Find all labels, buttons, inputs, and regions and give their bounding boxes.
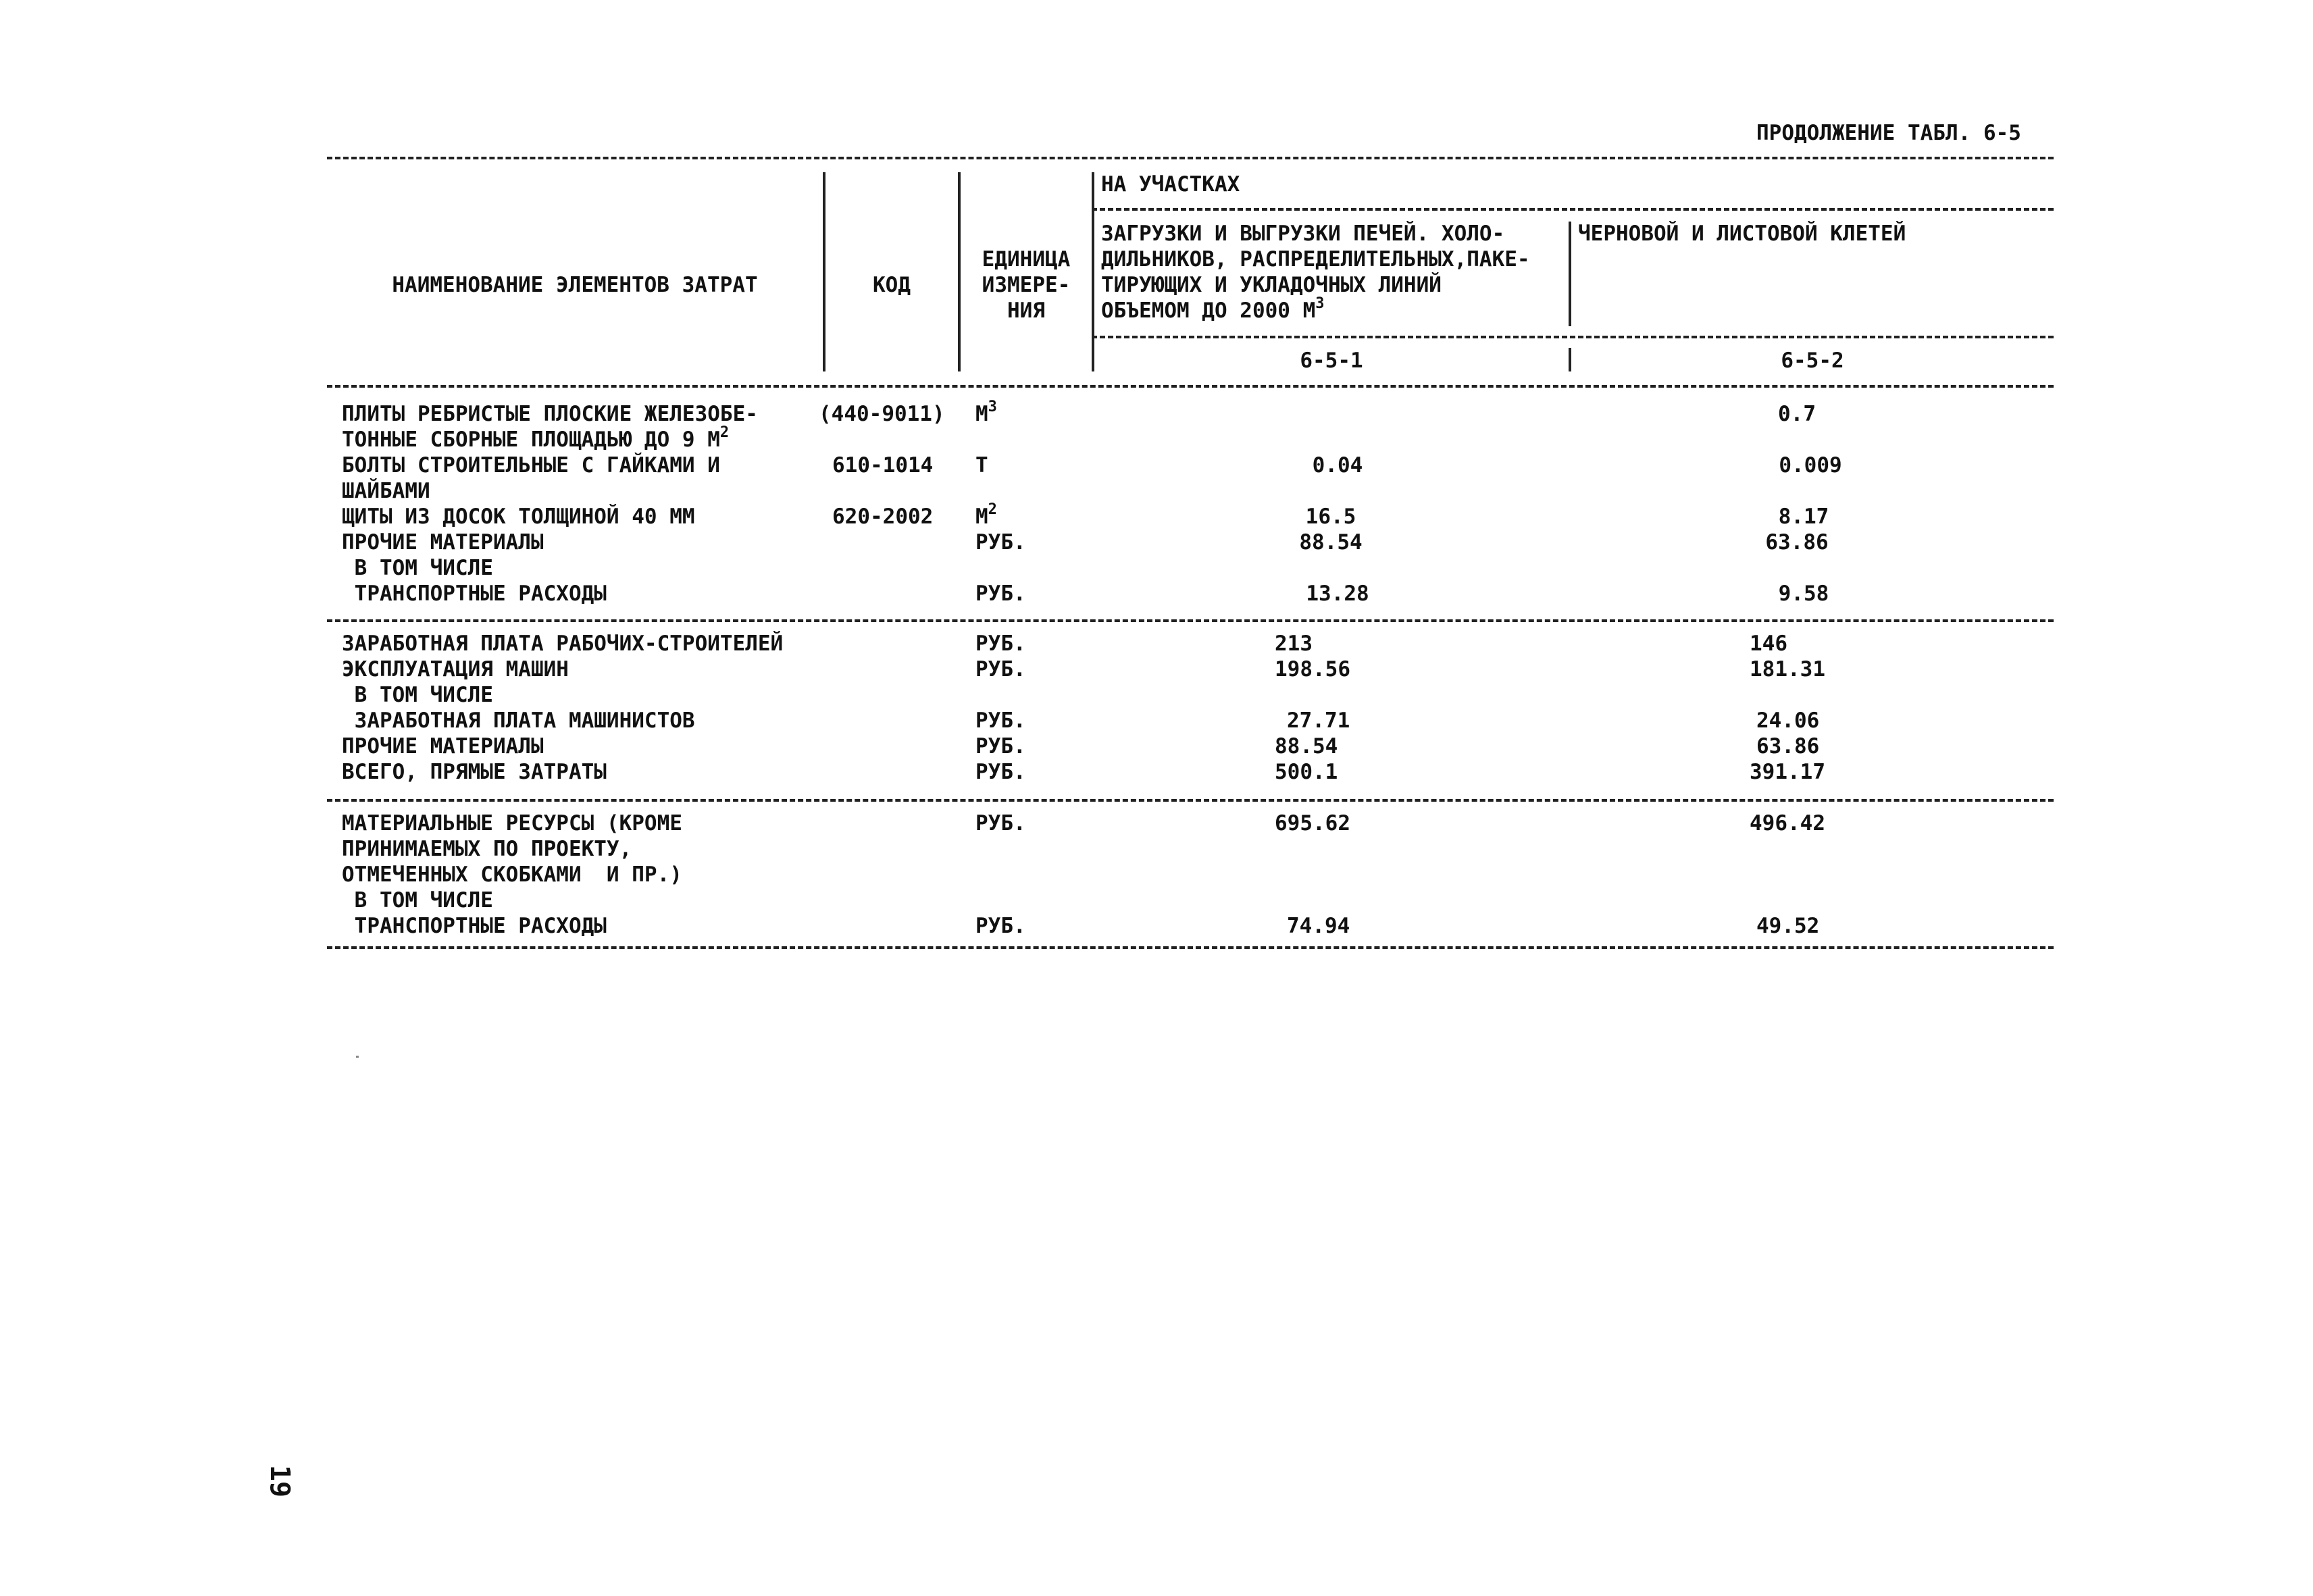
row-name: ПЛИТЫ РЕБРИСТЫЕ ПЛОСКИЕ ЖЕЛЕЗОБЕ- <box>342 402 758 426</box>
row-unit: РУБ. <box>975 760 1026 784</box>
row-name: ЩИТЫ ИЗ ДОСОК ТОЛЩИНОЙ 40 ММ <box>342 505 695 529</box>
row-value-1: 0.04 <box>1312 453 1363 478</box>
rule-codes <box>1092 336 2054 338</box>
row-name: ВСЕГО, ПРЯМЫЕ ЗАТРАТЫ <box>342 760 607 784</box>
row-value-2: 0.009 <box>1779 453 1842 478</box>
header-col2-code: 6-5-2 <box>1781 349 1844 373</box>
row-name: В ТОМ ЧИСЛЕ <box>342 888 493 912</box>
row-unit: РУБ. <box>975 734 1026 758</box>
row-value-1: 198.56 <box>1275 657 1350 681</box>
row-value-2: 391.17 <box>1750 760 1825 784</box>
header-name-col: НАИМЕНОВАНИЕ ЭЛЕМЕНТОВ ЗАТРАТ <box>392 273 758 297</box>
row-name: БОЛТЫ СТРОИТЕЛЬНЫЕ С ГАЙКАМИ И <box>342 453 720 478</box>
header-col1-line-4: ОБЪЕМОМ ДО 2000 $М^3$ <box>1101 295 1325 323</box>
rule-top <box>327 157 2054 159</box>
row-value-2: 146 <box>1750 632 1787 656</box>
row-code: 620-2002 <box>832 505 934 529</box>
rule-bottom <box>327 946 2054 949</box>
row-value-2: 181.31 <box>1750 657 1825 681</box>
row-code: (440-9011) <box>819 402 945 426</box>
header-col1-code: 6-5-1 <box>1300 349 1363 373</box>
row-value-1: 213 <box>1275 632 1313 656</box>
header-divider-4 <box>1569 222 1571 326</box>
row-value-2: 24.06 <box>1756 709 1820 733</box>
header-col1-line-3: ТИРУЮЩИХ И УКЛАДОЧНЫХ ЛИНИЙ <box>1101 273 1442 297</box>
row-value-2: 63.86 <box>1756 734 1820 758</box>
row-unit: РУБ. <box>975 914 1026 938</box>
header-col1-line-2: ДИЛЬНИКОВ, РАСПРЕДЕЛИТЕЛЬНЫХ,ПАКЕ- <box>1101 247 1530 272</box>
row-name: МАТЕРИАЛЬНЫЕ РЕСУРСЫ (КРОМЕ <box>342 811 682 835</box>
row-value-2: 0.7 <box>1778 402 1816 426</box>
row-unit: РУБ. <box>975 811 1026 835</box>
scan-speck <box>356 1056 359 1058</box>
row-unit: РУБ. <box>975 582 1026 606</box>
header-col2-desc: ЧЕРНОВОЙ И ЛИСТОВОЙ КЛЕТЕЙ <box>1578 222 1906 246</box>
row-value-1: 500.1 <box>1275 760 1338 784</box>
row-value-2: 9.58 <box>1778 582 1829 606</box>
row-name: ОТМЕЧЕННЫХ СКОБКАМИ И ПР.) <box>342 863 682 887</box>
row-value-1: 13.28 <box>1306 582 1369 606</box>
row-unit: РУБ. <box>975 709 1026 733</box>
rule-section2-end <box>327 799 2054 802</box>
row-value-1: 88.54 <box>1299 530 1363 555</box>
row-value-1: 16.5 <box>1305 505 1356 529</box>
row-unit: Т <box>975 453 988 478</box>
rule-header-bottom <box>327 385 2054 388</box>
row-value-1: 88.54 <box>1275 734 1338 758</box>
header-unit-line-1: ЕДИНИЦА <box>982 247 1071 272</box>
row-value-1: 74.94 <box>1287 914 1350 938</box>
row-name: ЗАРАБОТНАЯ ПЛАТА РАБОЧИХ-СТРОИТЕЛЕЙ <box>342 632 784 656</box>
row-unit: РУБ. <box>975 657 1026 681</box>
header-col1-line-1: ЗАГРУЗКИ И ВЫГРУЗКИ ПЕЧЕЙ. ХОЛО- <box>1101 222 1505 246</box>
row-name: ПРОЧИЕ МАТЕРИАЛЫ <box>342 734 544 758</box>
rule-section1-end <box>327 619 2054 622</box>
header-unit-line-2: ИЗМЕРЕ- <box>982 273 1071 297</box>
row-value-2: 496.42 <box>1750 811 1825 835</box>
row-name: ЗАРАБОТНАЯ ПЛАТА МАШИНИСТОВ <box>342 709 695 733</box>
row-name: ТОННЫЕ СБОРНЫЕ ПЛОЩАДЬЮ ДО 9 $М^2$ <box>342 424 730 452</box>
row-name: ШАЙБАМИ <box>342 479 430 503</box>
row-name: ТРАНСПОРТНЫЕ РАСХОДЫ <box>342 582 607 606</box>
row-value-1: 695.62 <box>1275 811 1350 835</box>
row-name: ТРАНСПОРТНЫЕ РАСХОДЫ <box>342 914 607 938</box>
header-divider-3 <box>1092 172 1094 371</box>
row-value-2: 49.52 <box>1756 914 1820 938</box>
row-name: В ТОМ ЧИСЛЕ <box>342 556 493 580</box>
header-unit-line-3: НИЯ <box>1007 299 1045 323</box>
row-name: ПРОЧИЕ МАТЕРИАЛЫ <box>342 530 544 555</box>
row-value-1: 27.71 <box>1287 709 1350 733</box>
row-unit: РУБ. <box>975 632 1026 656</box>
page-number: 19 <box>264 1464 296 1498</box>
row-value-2: 8.17 <box>1778 505 1829 529</box>
row-name: ЭКСПЛУАТАЦИЯ МАШИН <box>342 657 569 681</box>
row-unit: РУБ. <box>975 530 1026 555</box>
header-code-col: КОД <box>873 273 911 297</box>
header-group: НА УЧАСТКАХ <box>1101 172 1240 197</box>
row-unit: $М^2$ <box>975 501 997 529</box>
row-name: ПРИНИМАЕМЫХ ПО ПРОЕКТУ, <box>342 837 632 861</box>
row-unit: $М^3$ <box>975 398 997 426</box>
row-value-2: 63.86 <box>1765 530 1829 555</box>
row-code: 610-1014 <box>832 453 934 478</box>
table-caption: ПРОДОЛЖЕНИЕ ТАБЛ. 6-5 <box>1756 121 2021 145</box>
row-name: В ТОМ ЧИСЛЕ <box>342 683 493 707</box>
rule-group <box>1092 208 2054 211</box>
